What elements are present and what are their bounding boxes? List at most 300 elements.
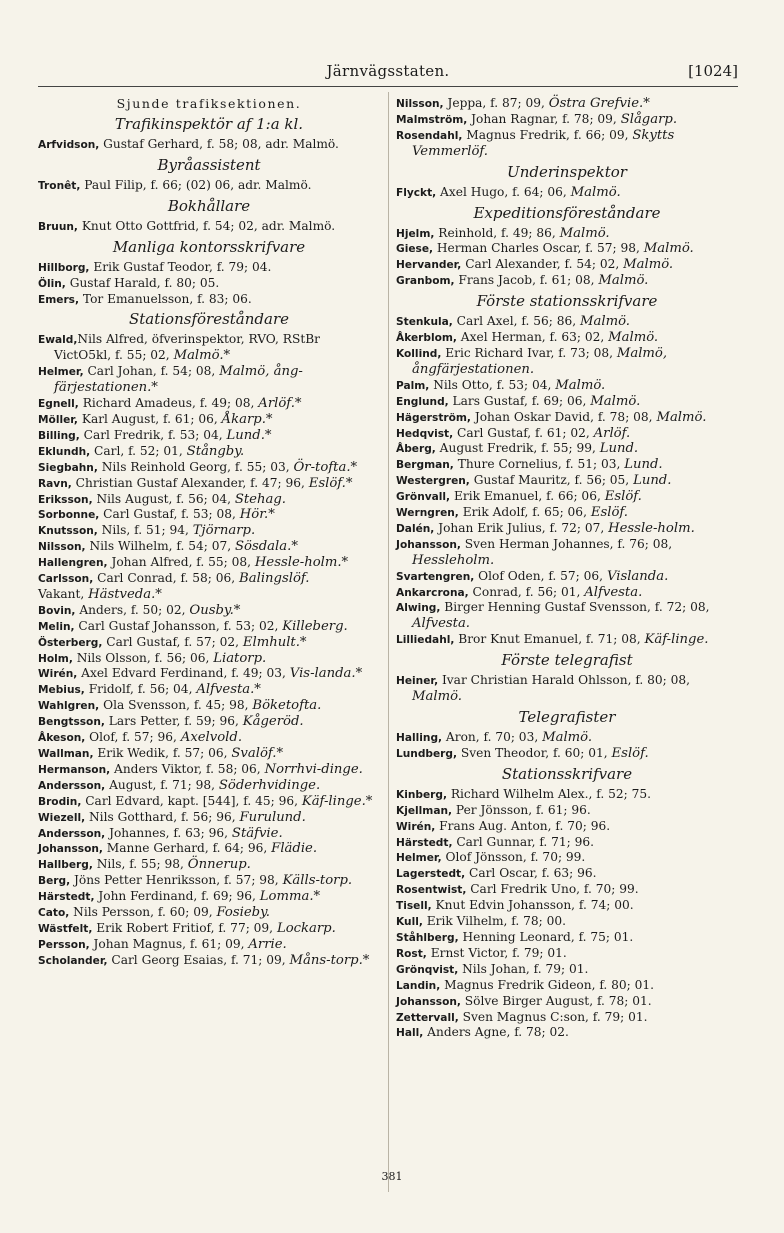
entry-details: Richard Amadeus, f. 49; 08, — [78, 396, 259, 411]
entry-details: John Ferdinand, f. 69; 96, — [94, 889, 260, 904]
list-item — [396, 226, 738, 242]
station-place: Arlöf. — [593, 425, 631, 441]
station-place: Malmö. — [542, 730, 593, 745]
person-surname: Helmer, — [396, 852, 442, 865]
entry-details: Reinhold, f. 49; 86, — [434, 225, 560, 240]
station-place: Arrie. — [248, 936, 287, 952]
station-place: Käf-linge.* — [301, 793, 373, 809]
person-surname: Andersson, — [38, 827, 106, 840]
list-item — [38, 444, 380, 460]
list-item — [396, 930, 738, 946]
list-item — [396, 505, 738, 521]
entry-details: Eric Richard Ivar, f. 73; 08, — [441, 345, 617, 360]
station-place: Alfvesta. — [412, 616, 470, 632]
station-place: Måns-torp.* — [289, 952, 370, 968]
entry-details: Conrad, f. 56; 01, — [468, 584, 585, 599]
station-place: Axelvold. — [180, 730, 243, 746]
station-place: Alfvesta. — [584, 584, 643, 600]
person-surname: Hjelm, — [396, 227, 435, 240]
station-place: Malmö. — [623, 257, 674, 273]
person-surname: Wästfelt, — [38, 922, 93, 935]
list-item — [38, 937, 380, 953]
station-place: Ousby.* — [189, 602, 241, 618]
entry-details: Thure Cornelius, f. 51; 03, — [453, 457, 625, 472]
list-item — [396, 882, 738, 898]
station-place: Källs-torp. — [282, 873, 353, 889]
person-surname: Bovin, — [38, 604, 76, 617]
station-place: Flädie. — [271, 841, 318, 857]
person-surname: Kull, — [396, 916, 423, 929]
person-surname: Hallberg, — [38, 859, 93, 872]
person-surname: Palm, — [396, 379, 430, 392]
entry-details: Herman Charles Oscar, f. 57; 98, — [433, 241, 644, 256]
person-surname: Tisell, — [396, 900, 432, 913]
station-place: Böketofta. — [252, 698, 322, 714]
entry-details: Erik Vilhelm, f. 78; 00. — [422, 914, 566, 929]
person-surname: Bruun, — [38, 220, 78, 233]
person-surname: Holm, — [38, 652, 73, 665]
station-place: Malmö. — [590, 393, 641, 409]
list-item — [38, 219, 380, 235]
station-place: Vis-landa.* — [289, 666, 363, 682]
list-item — [396, 946, 738, 962]
list-item — [396, 441, 738, 457]
person-surname: Härstedt, — [38, 891, 95, 904]
entry-details: Nils Alfred, öfverinspektor, RVO, RStBr VictO5kl, f. 55; 02, — [54, 332, 321, 363]
entry-details: Ernst Victor, f. 79; 01. — [426, 945, 567, 960]
person-surname: Knutsson, — [38, 525, 98, 538]
list-item — [396, 128, 738, 160]
station-place: Ör-tofta.* — [293, 459, 358, 475]
entry-details: Olof Jönsson, f. 70; 99. — [441, 850, 586, 865]
entry-details: Carl Fredrik Uno, f. 70; 99. — [466, 882, 639, 897]
entry-details: Ivar Christian Harald Ohlsson, f. 80; 08, — [438, 673, 691, 688]
column-divider — [388, 92, 389, 1192]
person-surname: Hall, — [396, 1027, 424, 1040]
person-surname: Brodin, — [38, 795, 82, 808]
entry-details: Anders, f. 50; 02, — [75, 602, 190, 617]
entry-details: Carl Fredrik, f. 53; 04, — [79, 427, 227, 442]
person-surname: Åberg, — [396, 443, 436, 456]
entry-details: Tor Emanuelsson, f. 83; 06. — [79, 291, 252, 306]
list-item — [396, 914, 738, 930]
list-item — [396, 394, 738, 410]
station-place: Lockarp. — [276, 920, 336, 936]
entry-details: Olof Oden, f. 57; 06, — [474, 568, 607, 583]
person-surname: Hillborg, — [38, 261, 90, 274]
list-item — [38, 810, 380, 826]
station-place: Hästveda.* — [88, 586, 162, 602]
section-heading: Byråassistent — [157, 155, 261, 174]
person-surname: Hermanson, — [38, 763, 111, 776]
header-rule — [38, 86, 738, 87]
list-item — [396, 410, 738, 426]
entry-details: Nils, f. 55; 98, — [92, 857, 188, 872]
entry-details: Carl Conrad, f. 58; 06, — [93, 571, 240, 586]
entry-details: Axel Edvard Ferdinand, f. 49; 03, — [77, 666, 290, 681]
person-surname: Nilsson, — [38, 541, 86, 554]
person-surname: Ölin, — [38, 277, 66, 290]
section-heading: Trafikinspektör af 1:a kl. — [114, 115, 304, 133]
person-surname: Dalén, — [396, 522, 435, 535]
station-place: Malmö. — [608, 330, 659, 346]
person-surname: Stenkula, — [396, 316, 453, 329]
entry-details: Karl August, f. 61; 06, — [77, 411, 222, 426]
person-surname: Egnell, — [38, 398, 79, 411]
list-item — [38, 889, 380, 905]
entry-details: Carl Edvard, kapt. [544], f. 45; 96, — [81, 793, 302, 808]
entry-details: Nils Olsson, f. 56; 06, — [72, 650, 214, 665]
entry-details: Gustaf Gerhard, f. 58; 08, adr. Malmö. — [99, 137, 339, 151]
list-item — [38, 507, 380, 523]
entry-details: Carl Johan, f. 54; 08, — [83, 364, 220, 379]
list-item — [396, 866, 738, 882]
section-heading: Stationsskrifvare — [501, 764, 633, 783]
list-item — [38, 730, 380, 746]
station-place: Stäfvie. — [231, 825, 283, 841]
person-surname: Johansson, — [396, 538, 461, 551]
entry-details: Carl, f. 52; 01, — [90, 443, 187, 458]
entry-details: Sölve Birger August, f. 78; 01. — [460, 993, 652, 1008]
person-surname: Rost, — [396, 947, 427, 960]
person-surname: Rosentwist, — [396, 884, 467, 897]
person-surname: Werngren, — [396, 507, 459, 520]
entry-details: Nils Otto, f. 53; 04, — [429, 377, 556, 392]
list-item — [396, 273, 738, 289]
person-surname: Grönqvist, — [396, 963, 459, 976]
entry-details: Carl Georg Esaias, f. 71; 09, — [107, 952, 290, 967]
list-item — [396, 537, 738, 569]
list-item — [396, 314, 738, 330]
station-place: Lund. — [599, 441, 639, 457]
person-surname: Nilsson, — [396, 98, 444, 110]
person-surname: Kinberg, — [396, 788, 447, 801]
entry-details: Per Jönsson, f. 61; 96. — [452, 802, 591, 817]
entry-details: Ola Svensson, f. 45; 98, — [99, 698, 253, 713]
station-place: Eslöf. — [604, 489, 642, 505]
entry-details: August, f. 71; 98, — [105, 777, 219, 792]
section-heading: Förste stationsskrifvare — [476, 292, 658, 311]
person-surname: Persson, — [38, 938, 90, 951]
list-item — [396, 112, 738, 128]
person-surname: Sorbonne, — [38, 509, 100, 522]
section-heading: Manliga kontorsskrifvare — [112, 237, 306, 256]
person-surname: Rosendahl, — [396, 129, 463, 142]
station-place: Hessleholm. — [412, 552, 495, 568]
person-surname: Möller, — [38, 413, 78, 426]
station-place: Alfvesta.* — [196, 682, 261, 698]
entry-details: Nils Gotthard, f. 56; 96, — [85, 809, 240, 824]
entry-details: Anders Viktor, f. 58; 06, — [110, 761, 265, 776]
list-item — [38, 746, 380, 762]
entry-details: Bror Knut Emanuel, f. 71; 08, — [454, 632, 645, 647]
station-place: Stehag. — [234, 491, 286, 507]
person-surname: Hägerström, — [396, 411, 471, 424]
person-surname: Johansson, — [396, 995, 461, 1008]
person-surname: Zettervall, — [396, 1011, 459, 1024]
list-item — [38, 698, 380, 714]
person-surname: Svartengren, — [396, 570, 475, 583]
station-place: Skytts Vemmerlöf. — [412, 127, 675, 159]
list-item — [396, 898, 738, 914]
person-surname: Arfvidson, — [38, 139, 100, 151]
person-surname: Bengtsson, — [38, 716, 105, 729]
left-column — [38, 96, 380, 969]
entry-details: Johan Magnus, f. 61; 09, — [89, 936, 249, 951]
person-surname: Ravn, — [38, 477, 72, 490]
entry-details: Johan Alfred, f. 55; 08, — [107, 555, 255, 570]
entry-details: Carl Alexander, f. 54; 02, — [461, 257, 624, 272]
person-surname: Eklundh, — [38, 445, 91, 458]
entry-details: Gustaf Harald, f. 80; 05. — [65, 275, 220, 290]
station-place: Stångby. — [186, 443, 245, 459]
list-item — [38, 539, 380, 555]
list-item — [396, 850, 738, 866]
right-column — [396, 96, 738, 1041]
station-place: Sösdala.* — [235, 539, 298, 555]
station-place: Lund. — [624, 457, 663, 473]
person-surname: Billing, — [38, 429, 80, 442]
entry-details: Aron, f. 70; 03, — [442, 730, 543, 744]
entry-details: Knut Edvin Johansson, f. 74; 00. — [431, 898, 634, 913]
section-heading: Förste telegrafist — [501, 651, 633, 670]
entry-details: Paul Filip, f. 66; (02) 06, adr. Malmö. — [80, 177, 312, 192]
section-heading: Bokhållare — [167, 196, 251, 215]
station-place: Malmö.* — [173, 348, 231, 364]
list-item — [396, 1025, 738, 1041]
list-item — [396, 257, 738, 273]
list-item — [396, 787, 738, 803]
list-item — [396, 978, 738, 994]
list-item — [38, 762, 380, 778]
list-item — [38, 555, 380, 571]
person-surname: Härstedt, — [396, 836, 453, 849]
person-surname: Westergren, — [396, 475, 470, 488]
list-item — [396, 457, 738, 473]
list-item — [38, 292, 380, 308]
entry-details: Carl Oscar, f. 63; 96. — [465, 866, 597, 881]
station-place: Malmö. — [656, 409, 707, 425]
list-item — [38, 260, 380, 276]
entry-details: Axel Hugo, f. 64; 06, — [436, 184, 571, 199]
list-item — [38, 523, 380, 539]
person-surname: Åkeson, — [38, 732, 86, 745]
station-place: Malmö, ång-färjestationen.* — [54, 364, 303, 396]
entry-details: Manne Gerhard, f. 64; 96, — [102, 841, 272, 856]
list-item — [38, 476, 380, 492]
list-item — [38, 873, 380, 889]
entry-details: Erik Robert Fritiof, f. 77; 09, — [92, 920, 277, 935]
station-place: Eslöf. — [611, 745, 649, 761]
list-item — [38, 178, 380, 194]
entry-details: Richard Wilhelm Alex., f. 52; 75. — [446, 786, 651, 801]
entry-details: Sven Magnus C:son, f. 79; 01. — [458, 1009, 648, 1024]
list-item — [396, 473, 738, 489]
person-surname: Giese, — [396, 243, 434, 256]
person-surname: Flyckt, — [396, 186, 437, 199]
entry-details: Jeppa, f. 87; 09, — [443, 96, 549, 110]
entry-details: Nils Wilhelm, f. 54; 07, — [85, 539, 235, 554]
list-item — [38, 921, 380, 937]
entry-details: Nils Persson, f. 60; 09, — [69, 905, 217, 920]
section-heading: Underinspektor — [507, 162, 627, 181]
section-heading: Telegrafister — [518, 708, 616, 726]
station-place: Hör.* — [239, 507, 275, 523]
section-heading: Stationsföreståndare — [128, 310, 289, 329]
list-item — [396, 835, 738, 851]
list-item — [396, 426, 738, 442]
entry-details: Sven Theodor, f. 60; 01, — [457, 745, 612, 760]
person-surname: Lagerstedt, — [396, 868, 466, 881]
list-item — [396, 241, 738, 257]
list-item — [38, 137, 380, 153]
entry-details: Frans Jacob, f. 61; 08, — [454, 273, 599, 288]
station-place: Malmö, ångfärjestationen. — [412, 345, 668, 377]
station-place: Eslöf.* — [308, 475, 353, 491]
list-item — [38, 778, 380, 794]
person-surname: Ståhlberg, — [396, 931, 459, 944]
entry-details: Olof, f. 57; 96, — [85, 730, 181, 745]
person-surname: Tronêt, — [38, 179, 81, 192]
list-item — [38, 412, 380, 428]
person-surname: Grönvall, — [396, 491, 451, 504]
list-item — [38, 651, 380, 667]
list-item — [396, 1010, 738, 1026]
entry-details: Nils Reinhold Georg, f. 55; 03, — [97, 459, 294, 474]
station-place: Vislanda. — [606, 568, 669, 584]
entry-details: Nils August, f. 56; 04, — [92, 491, 235, 506]
person-surname: Malmström, — [396, 113, 468, 126]
station-place: Lomma.* — [259, 889, 321, 905]
list-item — [396, 803, 738, 819]
station-place: Lund. — [633, 473, 672, 489]
list-item — [38, 603, 380, 619]
list-item — [38, 682, 380, 698]
station-place: Malmö. — [570, 184, 621, 200]
person-surname: Österberg, — [38, 636, 103, 649]
list-item — [38, 571, 380, 587]
station-place: Arlöf.* — [258, 396, 302, 412]
station-place: Östra Grefvie.* — [548, 96, 650, 111]
list-item — [396, 569, 738, 585]
list-item — [38, 635, 380, 651]
person-surname: Bergman, — [396, 459, 454, 472]
person-surname: Scholander, — [38, 954, 108, 967]
person-surname: Helmer, — [38, 366, 84, 379]
station-place: Malmö. — [555, 377, 606, 393]
entry-details: Sven Herman Johannes, f. 76; 08, — [460, 536, 673, 551]
list-item — [38, 619, 380, 635]
entry-details: Magnus Fredrik, f. 66; 09, — [462, 127, 633, 142]
station-place: Slågarp. — [620, 111, 678, 127]
station-place: Kågeröd. — [242, 714, 304, 730]
list-item — [38, 666, 380, 682]
station-place: Önnerup. — [187, 857, 251, 873]
list-item — [38, 460, 380, 476]
person-surname: Kollind, — [396, 347, 442, 360]
entry-details: Johan Erik Julius, f. 72; 07, — [434, 520, 609, 535]
entry-details: Johannes, f. 63; 96, — [105, 825, 232, 840]
list-item — [396, 330, 738, 346]
entry-details: Carl Gustaf, f. 57; 02, — [102, 634, 243, 649]
entry-details: Frans Aug. Anton, f. 70; 96. — [435, 818, 611, 833]
entry-details: Carl Gustaf, f. 53; 08, — [99, 507, 240, 522]
person-surname: Lundberg, — [396, 747, 458, 760]
person-surname: Carlsson, — [38, 573, 94, 586]
list-item — [396, 585, 738, 601]
list-item — [396, 521, 738, 537]
list-item — [396, 185, 738, 201]
station-place: Norrhvi-dinge. — [264, 761, 363, 777]
person-surname: Hervander, — [396, 259, 462, 272]
entry-details: Knut Otto Gottfrid, f. 54; 02, adr. Malmö. — [77, 218, 336, 233]
entry-details: August Fredrik, f. 55; 99, — [435, 441, 600, 456]
station-place: Furulund. — [239, 809, 306, 825]
person-surname: Wirén, — [396, 820, 436, 833]
person-surname: Åkerblom, — [396, 332, 457, 345]
entry-details: Johan Ragnar, f. 78; 09, — [467, 111, 621, 126]
station-place: Söderhvidinge. — [218, 777, 321, 793]
person-surname: Alwing, — [396, 602, 441, 615]
list-item — [396, 673, 738, 705]
station-place: Svalöf.* — [231, 746, 284, 761]
entry-details: Gustaf Mauritz, f. 56; 05, — [469, 473, 634, 488]
entry-details: Erik Adolf, f. 65; 06, — [458, 505, 591, 520]
person-surname: Wiezell, — [38, 811, 86, 824]
station-place: Hessle-holm.* — [254, 555, 349, 571]
list-item — [38, 428, 380, 444]
entry-details: Vakant, — [38, 586, 89, 601]
section-heading: Expeditionsföreståndare — [473, 203, 661, 222]
list-item — [396, 346, 738, 378]
entry-details: Birger Henning Gustaf Svensson, f. 72; 08, — [440, 600, 710, 615]
station-place: Balingslöf. — [239, 571, 310, 587]
station-place: Eslöf. — [590, 505, 628, 521]
station-place: Hessle-holm. — [608, 520, 695, 536]
entry-details: Magnus Fredrik Gideon, f. 80; 01. — [440, 977, 655, 992]
entry-details: Carl Gustaf, f. 61; 02, — [453, 425, 594, 440]
person-surname: Hedqvist, — [396, 427, 454, 440]
list-item — [38, 332, 380, 364]
station-place: Åkarp.* — [221, 411, 273, 427]
person-surname: Heiner, — [396, 675, 439, 688]
list-item — [38, 492, 380, 508]
page-title: Järnvägsstaten. — [326, 62, 450, 80]
list-item — [396, 819, 738, 835]
station-place: Malmö. — [559, 225, 610, 241]
station-place: Malmö. — [579, 314, 630, 330]
list-item — [38, 276, 380, 292]
list-item — [38, 714, 380, 730]
person-surname: Landin, — [396, 979, 441, 992]
list-item — [38, 587, 380, 603]
list-item — [396, 746, 738, 762]
list-item — [396, 96, 738, 112]
entry-details: Erik Wedik, f. 57; 06, — [93, 746, 232, 760]
person-surname: Kjellman, — [396, 804, 453, 817]
list-item — [38, 841, 380, 857]
entry-details: Axel Herman, f. 63; 02, — [456, 330, 609, 345]
person-surname: Wallman, — [38, 748, 94, 760]
station-place: Lund.* — [226, 427, 272, 443]
list-item — [38, 826, 380, 842]
entry-details: Anders Agne, f. 78; 02. — [423, 1025, 569, 1040]
station-place: Liatorp. — [213, 650, 267, 666]
entry-details: Johan Oskar David, f. 78; 08, — [470, 409, 657, 424]
station-place: Malmö. — [412, 689, 462, 705]
person-surname: Andersson, — [38, 779, 106, 792]
entry-details: Lars Gustaf, f. 69; 06, — [448, 393, 591, 408]
